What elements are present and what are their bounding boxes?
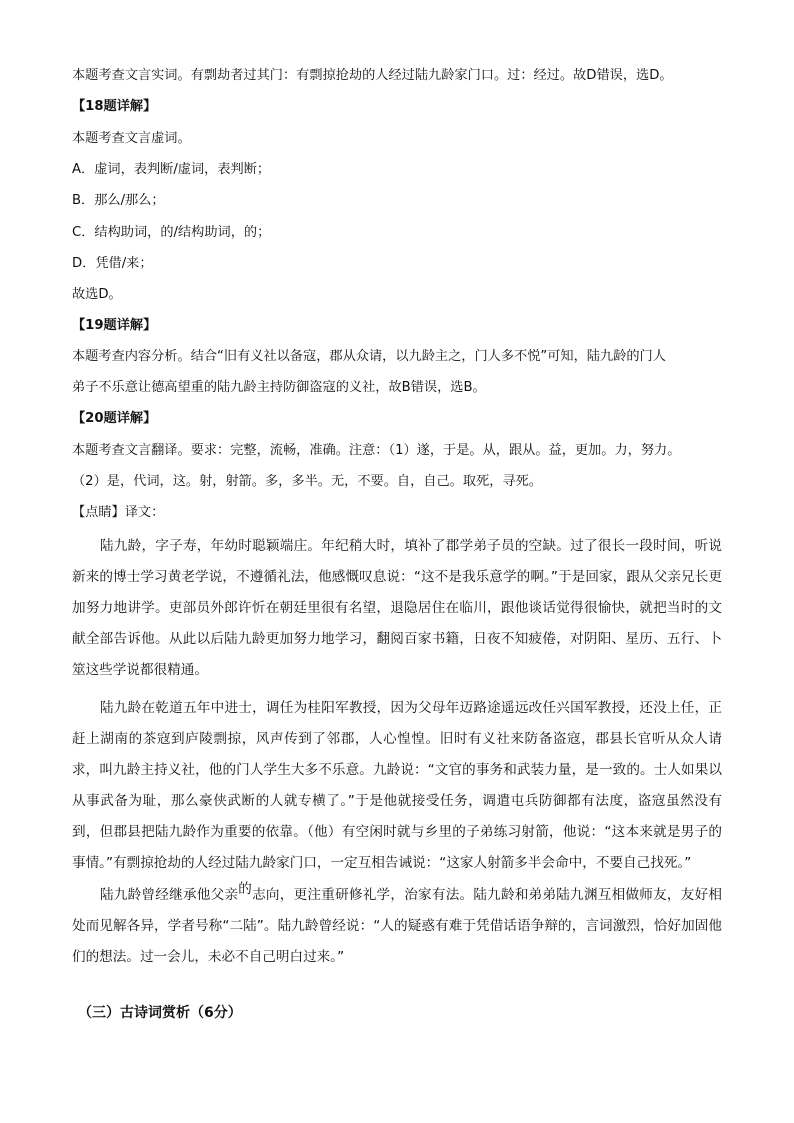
option-d: D．凭借/来； xyxy=(72,256,153,271)
heading-18: 【18题详解】 xyxy=(72,99,157,114)
option-c: C．结构助词，的/结构助词，的； xyxy=(72,225,271,240)
option-a: A．虚词，表判断/虚词，表判断； xyxy=(72,162,271,177)
heading-19: 【19题详解】 xyxy=(72,318,157,333)
answer-18-choice: 故选D。 xyxy=(72,287,122,302)
translation-paragraph-3-superscript: 的 xyxy=(238,881,253,897)
answer-17-explanation: 本题考查文言实词。有剽劫者过其门：有剽掠抢劫的人经过陆九龄家门口。过：经过。故D错误，选D。 xyxy=(72,68,673,83)
answer-19-line2: 弟子不乐意让德高望重的陆九龄主持防御盗寇的义社，故B错误，选B。 xyxy=(72,380,486,395)
translation-paragraph-3-part2: 志向，更注重研修礼学，治家有法。陆九龄和弟弟陆九渊互相做师友，友好相处而见解各异，学者号称“二陆”。陆九龄曾经说：“人的疑惑有难于凭借话语争辩的，言词激烈，恰好加固他们的想法。过一会儿，未必不自己明白过来。” xyxy=(72,887,723,965)
heading-20: 【20题详解】 xyxy=(72,411,157,426)
translation-paragraph-2: 陆九龄在乾道五年中进士，调任为桂阳军教授，因为父母年迈路途遥远改任兴国军教授，还没上任，正赶上湖南的茶寇到庐陵剽掠，风声传到了邻郡，人心惶惶。旧时有义社来防备盗寇，郡县长官听从众人请求，叫九龄主持义社，他的门人学生大多不乐意。九龄说：“文官的事务和武装力量，是一致的。士人如果以从事武备为耻，那么豪侠武断的人就专横了。”于是他就接受任务，调遣屯兵防御都有法度，盗寇虽然没有到，但郡县把陆九龄作为重要的依靠。（他）有空闲时就与乡里的子弟练习射箭，他说：“这本来就是男子的事情。”有剽掠抢劫的人经过陆九龄家门口，一定互相告诫说：“这家人射箭多半会命中，不要自己找死。” xyxy=(72,700,722,871)
translation-paragraph-3 xyxy=(72,880,722,973)
option-b: B．那么/那么； xyxy=(72,193,165,208)
translation-paragraph-3-part1: 陆九龄曾经继承他父亲 xyxy=(100,887,239,903)
dianjing-heading: 【点睛】译文： xyxy=(72,505,165,520)
answer-20-line1: 本题考查文言翻译。要求：完整，流畅，准确。注意：（1）遂，于是。从，跟从。益，更加。力，努力。 xyxy=(72,443,681,458)
answer-19-line1: 本题考查内容分析。结合“旧有义社以备寇，郡从众请，以九龄主之，门人多不悦”可知，陆九龄的门人 xyxy=(72,349,666,364)
answer-20-line2: （2）是，代词，这。射，射箭。多，多半。无，不要。自，自己。取死，寻死。 xyxy=(72,474,542,489)
translation-paragraph-1: 陆九龄，字子寿，年幼时聪颖端庄。年纪稍大时，填补了郡学弟子员的空缺。过了很长一段时间，听说新来的博士学习黄老学说，不遵循礼法，他感慨叹息说：“这不是我乐意学的啊。”于是回家，跟从父亲兄长更加努力地讲学。吏部员外郎许忻在朝廷里很有名望，退隐居住在临川，跟他谈话觉得很愉快，就把当时的文献全部告诉他。从此以后陆九龄更加努力地学习，翻阅百家书籍，日夜不知疲倦，对阴阳、星历、五行、卜筮这些学说都很精通。 xyxy=(72,538,722,678)
section-title-poetry: （三）古诗词赏析（6分） xyxy=(78,1005,242,1021)
answer-18-intro: 本题考查文言虚词。 xyxy=(72,131,191,146)
